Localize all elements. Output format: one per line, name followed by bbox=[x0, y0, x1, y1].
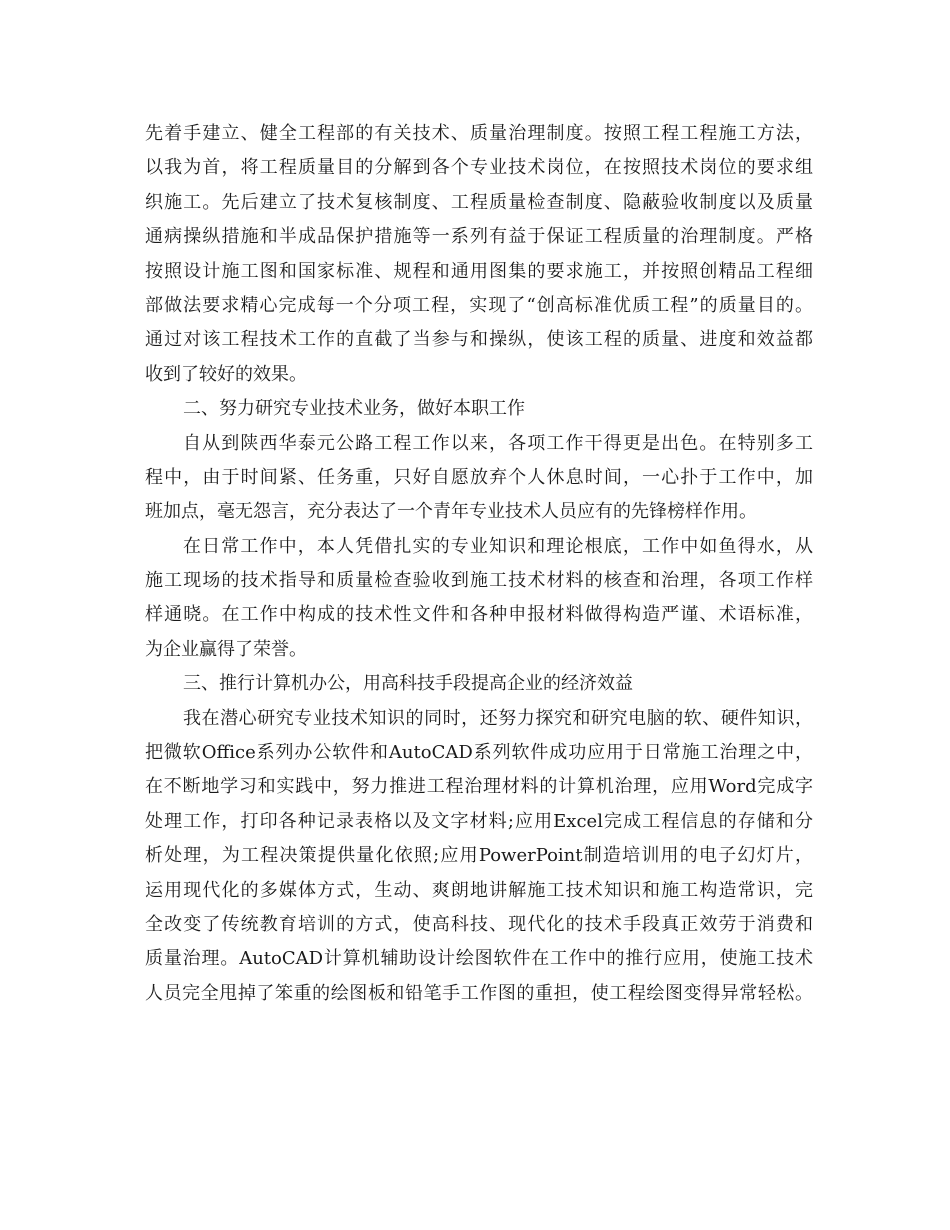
text-line: 为企业赢得了荣誉。 bbox=[145, 638, 307, 660]
text-line: 先着手建立、健全工程部的有关技术、质量治理制度。按照工程工程施工方法， bbox=[145, 123, 813, 144]
text-line: 处理工作，打印各种记录表格以及文字材料;应用Excel完成工程信息的存储和分 bbox=[145, 810, 813, 832]
text-line: 通过对该工程技术工作的直截了当参与和操纵，使该工程的质量、进度和效益都 bbox=[145, 329, 813, 351]
text-line: 二、努力研究专业技术业务，做好本职工作 bbox=[183, 398, 525, 420]
text-line: 把微软Office系列办公软件和AutoCAD系列软件成功应用于日常施工治理之中， bbox=[145, 742, 813, 764]
text-line: 班加点，毫无怨言，充分表达了一个青年专业技术人员应有的先锋榜样作用。 bbox=[145, 501, 757, 523]
text-line: 质量治理。AutoCAD计算机辅助设计绘图软件在工作中的推行应用，使施工技术 bbox=[145, 948, 813, 970]
document-body bbox=[145, 117, 813, 1011]
text-line: 通病操纵措施和半成品保护措施等一系列有益于保证工程质量的治理制度。严格 bbox=[145, 226, 813, 248]
text-line: 自从到陕西华泰元公路工程工作以来，各项工作干得更是出色。在特别多工 bbox=[183, 432, 813, 454]
text-line: 收到了较好的效果。 bbox=[145, 363, 307, 385]
text-line: 按照设计施工图和国家标准、规程和通用图集的要求施工，并按照创精品工程细 bbox=[145, 260, 813, 282]
text-line: 运用现代化的多媒体方式，生动、爽朗地讲解施工技术知识和施工构造常识，完 bbox=[145, 879, 813, 901]
text-line: 人员完全甩掉了笨重的绘图板和铅笔手工作图的重担，使工程绘图变得异常轻松。 bbox=[145, 982, 813, 1004]
text-line: 析处理，为工程决策提供量化依照;应用PowerPoint制造培训用的电子幻灯片， bbox=[145, 845, 813, 867]
text-line: 部做法要求精心完成每一个分项工程，实现了“创高标准优质工程”的质量目的。 bbox=[145, 294, 813, 316]
text-line: 样通晓。在工作中构成的技术性文件和各种申报材料做得构造严谨、术语标准， bbox=[145, 604, 813, 626]
text-line: 施工现场的技术指导和质量检查验收到施工技术材料的核查和治理，各项工作样 bbox=[145, 570, 813, 592]
text-line: 三、推行计算机办公，用高科技手段提高企业的经济效益 bbox=[183, 673, 633, 695]
text-line: 程中，由于时间紧、任务重，只好自愿放弃个人休息时间，一心扑于工作中，加 bbox=[145, 466, 813, 488]
text-line: 以我为首，将工程质量目的分解到各个专业技术岗位，在按照技术岗位的要求组 bbox=[145, 157, 813, 179]
text-line: 全改变了传统教育培训的方式，使高科技、现代化的技术手段真正效劳于消费和 bbox=[145, 913, 813, 935]
text-line: 织施工。先后建立了技术复核制度、工程质量检查制度、隐蔽验收制度以及质量 bbox=[145, 191, 813, 213]
text-line: 在日常工作中，本人凭借扎实的专业知识和理论根底，工作中如鱼得水，从 bbox=[183, 535, 813, 557]
text-line: 在不断地学习和实践中，努力推进工程治理材料的计算机治理，应用Word完成字 bbox=[145, 776, 813, 798]
text-line: 我在潜心研究专业技术知识的同时，还努力探究和研究电脑的软、硬件知识， bbox=[183, 707, 813, 729]
